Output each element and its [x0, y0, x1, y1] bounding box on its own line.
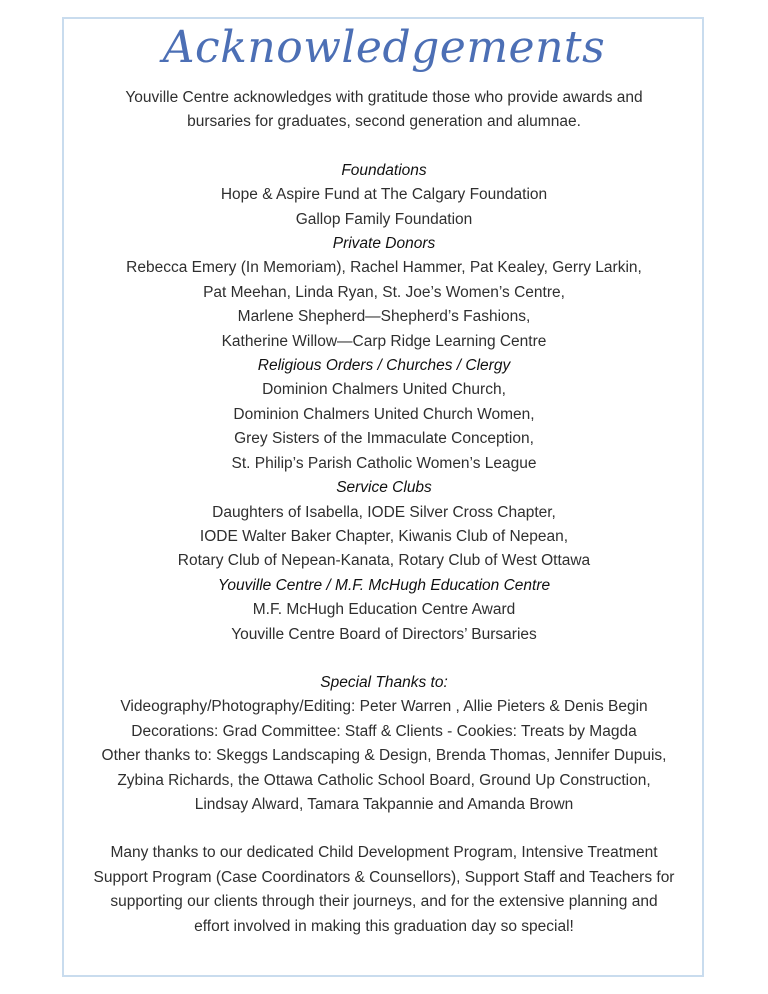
list-item: Daughters of Isabella, IODE Silver Cross Chapter, — [212, 503, 556, 521]
section-heading-foundations: Foundations — [341, 161, 427, 179]
list-item: Gallop Family Foundation — [295, 210, 473, 228]
list-item: Pat Meehan, Linda Ryan, St. Joe’s Women’s Centre, — [203, 283, 565, 301]
thanks-line: Videography/Photography/Editing: Peter Warren , Allie Pieters & Denis Begin — [120, 698, 648, 716]
closing-line: effort involved in making this graduation day so special! — [194, 917, 574, 935]
list-item: Youville Centre Board of Directors’ Bursaries — [231, 625, 537, 643]
list-item: Dominion Chalmers United Church Women, — [233, 405, 535, 423]
list-item: Dominion Chalmers United Church, — [262, 381, 506, 399]
list-item: Katherine Willow—Carp Ridge Learning Centre — [221, 332, 547, 350]
list-item: Grey Sisters of the Immaculate Conception, — [234, 430, 534, 448]
list-item: M.F. McHugh Education Centre Award — [252, 601, 516, 619]
acknowledgements-body — [0, 86, 768, 939]
section-heading-private-donors: Private Donors — [332, 235, 436, 253]
special-thanks-heading: Special Thanks to: — [320, 673, 448, 691]
thanks-line: Decorations: Grad Committee: Staff & Clients - Cookies: Treats by Magda — [131, 722, 637, 740]
page-title: Acknowledgements — [162, 22, 606, 73]
closing-line: Support Program (Case Coordinators & Counsellors), Support Staff and Teachers for — [93, 868, 675, 886]
list-item: Marlene Shepherd—Shepherd’s Fashions, — [237, 308, 531, 326]
section-heading-youville: Youville Centre / M.F. McHugh Education Centre — [217, 576, 551, 594]
thanks-line: Zybina Richards, the Ottawa Catholic School Board, Ground Up Construction, — [117, 771, 651, 789]
closing-line: supporting our clients through their journeys, and for the extensive planning and — [110, 893, 658, 911]
list-item: St. Philip’s Parish Catholic Women’s League — [231, 454, 537, 472]
thanks-line: Other thanks to: Skeggs Landscaping & Design, Brenda Thomas, Jennifer Dupuis, — [101, 747, 667, 765]
section-heading-service-clubs: Service Clubs — [336, 479, 432, 497]
list-item: IODE Walter Baker Chapter, Kiwanis Club of Nepean, — [199, 527, 569, 545]
intro-line: Youville Centre acknowledges with gratitude those who provide awards and — [125, 89, 643, 106]
list-item: Rebecca Emery (In Memoriam), Rachel Hammer, Pat Kealey, Gerry Larkin, — [126, 259, 642, 277]
list-item: Rotary Club of Nepean-Kanata, Rotary Club of West Ottawa — [177, 552, 591, 570]
section-heading-religious: Religious Orders / Churches / Clergy — [257, 357, 511, 375]
intro-line: bursaries for graduates, second generation and alumnae. — [187, 113, 581, 131]
thanks-line: Lindsay Alward, Tamara Takpannie and Amanda Brown — [194, 795, 574, 813]
closing-line: Many thanks to our dedicated Child Development Program, Intensive Treatment — [110, 844, 658, 862]
list-item: Hope & Aspire Fund at The Calgary Foundation — [220, 186, 548, 204]
